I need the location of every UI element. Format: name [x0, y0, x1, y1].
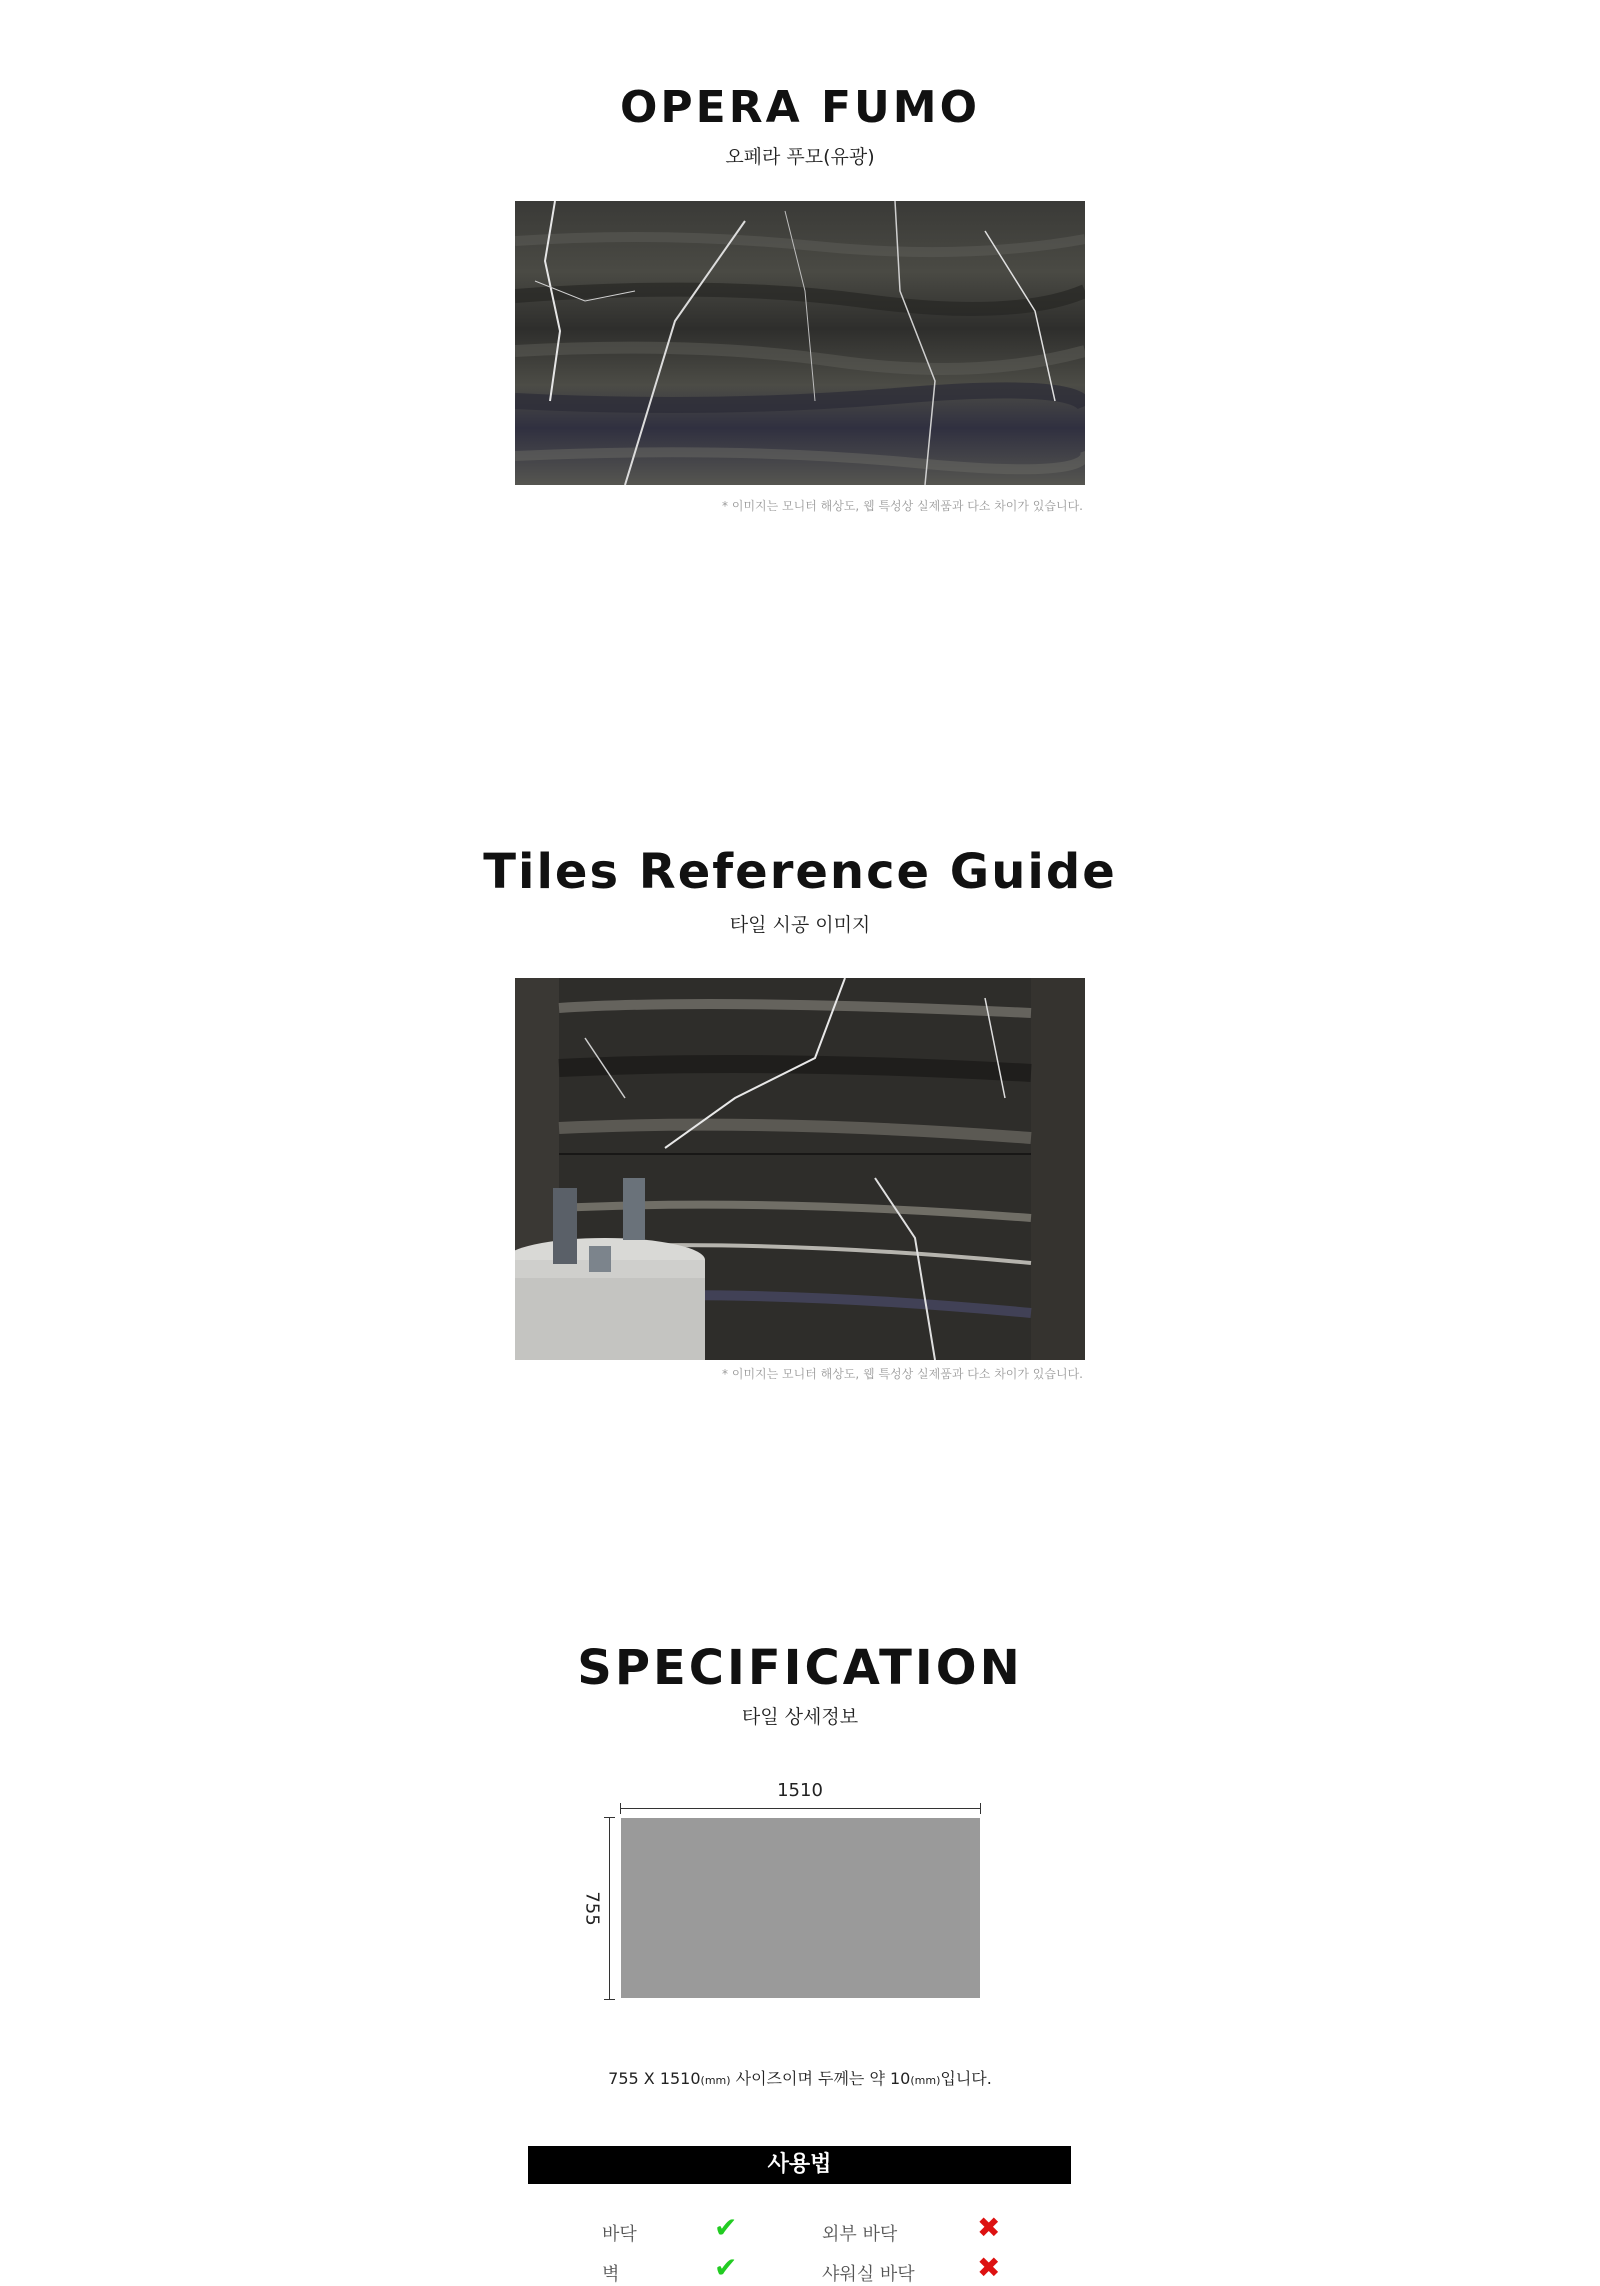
reference-image-note: * 이미지는 모니터 해상도, 웹 특성상 실제품과 다소 차이가 있습니다. — [722, 1367, 1083, 1381]
width-tick-right — [980, 1803, 981, 1814]
product-subtitle: 오페라 푸모(유광) — [725, 146, 875, 168]
usage-label-wall: 벽 — [602, 2264, 620, 2285]
reference-image — [515, 978, 1085, 1360]
height-label: 755 — [581, 1891, 603, 1926]
check-icon: ✔ — [714, 2251, 738, 2284]
width-dimension-line — [621, 1808, 980, 1809]
check-icon: ✔ — [714, 2211, 738, 2244]
thickness-unit: (mm) — [910, 2074, 941, 2087]
spec-title: SPECIFICATION — [577, 1640, 1023, 1696]
reference-title: Tiles Reference Guide — [483, 844, 1117, 900]
size-thickness-text: 사이즈이며 두께는 약 10 — [730, 2069, 911, 2088]
cross-icon: ✖ — [977, 2251, 1001, 2284]
product-tile-image — [515, 201, 1085, 485]
product-title: OPERA FUMO — [620, 82, 980, 133]
size-unit: (mm) — [700, 2074, 731, 2087]
usage-label-outdoor-floor: 외부 바닥 — [822, 2224, 898, 2245]
spec-subtitle: 타일 상세정보 — [741, 1706, 859, 1728]
tile-shape — [621, 1818, 980, 1998]
reference-subtitle: 타일 시공 이미지 — [729, 914, 871, 936]
width-tick-left — [620, 1803, 621, 1814]
height-dimension-line — [609, 1817, 610, 1999]
size-description — [0, 2066, 1600, 2089]
size-end-text: 입니다. — [940, 2069, 992, 2088]
width-label: 1510 — [777, 1780, 823, 1801]
height-tick-bottom — [604, 1999, 615, 2000]
usage-header: 사용법 — [528, 2146, 1071, 2184]
usage-label-shower-floor: 샤워실 바닥 — [822, 2264, 915, 2285]
cross-icon: ✖ — [977, 2211, 1001, 2244]
usage-label-floor: 바닥 — [602, 2224, 637, 2245]
height-tick-top — [604, 1817, 615, 1818]
product-image-note: * 이미지는 모니터 해상도, 웹 특성상 실제품과 다소 차이가 있습니다. — [722, 499, 1083, 513]
size-value: 755 X 1510 — [608, 2069, 701, 2088]
